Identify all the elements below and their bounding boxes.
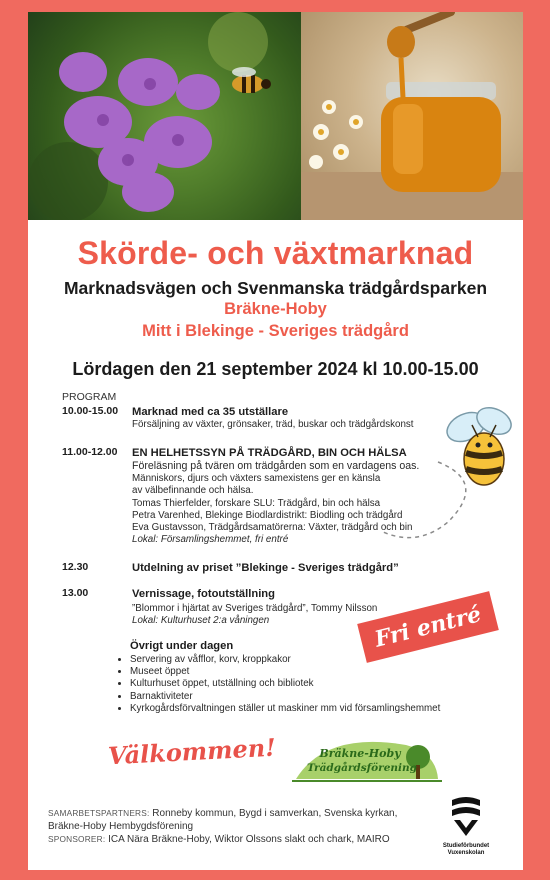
program-line: av välbefinnande och hälsa. (132, 485, 254, 497)
studieforbundet-logo (426, 796, 506, 858)
logo-line1: Bräkne-Hoby (319, 747, 401, 760)
partners-text-2: Bräkne-Hoby Hembygdsförening (48, 821, 194, 832)
logo-line2: Trädgårdsförening (307, 762, 417, 774)
partners-block (48, 807, 428, 846)
program-time: 12.30 (62, 561, 89, 573)
event-date: Lördagen den 21 september 2024 kl 10.00-15.00 (72, 359, 479, 379)
sv-logo-icon (448, 796, 484, 838)
program-time: 10.00-15.00 (62, 405, 119, 417)
program-heading: EN HELHETSSYN PÅ TRÄDGÅRD, BIN OCH HÄLSA (132, 447, 407, 459)
program-heading: Vernissage, fotoutställning (132, 588, 275, 600)
partners-label: SAMARBETSPARTNERS: (48, 808, 150, 818)
program-location: Lokal: Kulturhuset 2:a våningen (132, 615, 270, 627)
list-item: • Kulturhuset öppet, utställning och bibliotek (130, 678, 490, 690)
program-heading: Utdelning av priset ”Blekinge - Sveriges trädgård” (132, 562, 399, 574)
list-item: • Barnaktiviteter (130, 691, 490, 703)
list-item: • Museet öppet (130, 666, 490, 678)
flower-bee-photo (28, 12, 301, 220)
stamp-text: Fri entré (372, 601, 484, 653)
program-time: 11.00-12.00 (62, 446, 118, 458)
sponsors-text: ICA Nära Bräkne-Hoby, Wiktor Olssons slakt och chark, MAIRO (108, 834, 390, 845)
event-title: Skörde- och växtmarknad (77, 235, 474, 271)
other-list (114, 654, 490, 715)
program-time: 13.00 (62, 587, 89, 599)
program-line: ”Blommor i hjärtat av Sveriges trädgård”, Tommy Nilsson (132, 603, 378, 614)
program-line: Tomas Thierfelder, forskare SLU: Trädgård, bin och hälsa (132, 497, 381, 509)
program-line: Försäljning av växter, grönsaker, träd, buskar och trädgårdskonst (132, 419, 414, 430)
program-label: PROGRAM (62, 391, 117, 403)
poster (28, 12, 523, 870)
partners-text: Ronneby kommun, Bygd i samverkan, Svenska kyrkan, (152, 808, 398, 819)
program-line: Människors, djurs och växters samexistens ger en känsla (132, 473, 381, 484)
event-place: Bräkne-Hoby (224, 300, 327, 318)
program-line: Eva Gustavsson, Trädgårdsamatörerna: Växter, trädgård och bin (132, 522, 413, 534)
sv-line1: Studieförbundet (442, 843, 490, 849)
program-heading: Marknad med ca 35 utställare (132, 406, 289, 418)
garden-society-logo (286, 727, 446, 787)
flight-path-decoration (378, 452, 498, 552)
other-heading: Övrigt under dagen (130, 640, 234, 652)
event-tagline: Mitt i Blekinge - Sveriges trädgård (142, 322, 409, 340)
flower-bee-image (28, 12, 301, 220)
list-item: • Kyrkogårdsförvaltningen ställer ut maskiner mm vid församlingshemmet (130, 703, 490, 715)
event-subtitle: Marknadsvägen och Svenmanska trädgårdsparken (63, 278, 488, 298)
welcome-text: Välkommen! (107, 732, 277, 771)
program-line: Föreläsning på tvären om trädgården som en vardagens oas. (132, 460, 420, 472)
honey-jar-photo (301, 12, 523, 220)
list-item: • Servering av våfflor, korv, kroppkakor (130, 654, 490, 666)
sv-line2: Vuxenskolan (447, 850, 485, 856)
header-photos (28, 12, 523, 220)
sponsors-label: SPONSORER: (48, 834, 106, 844)
program-location: Lokal: Församlingshemmet, fri entré (132, 534, 289, 546)
program-line: Petra Varenhed, Blekinge Biodlardistrikt: Biodling och trädgård (132, 509, 403, 521)
honey-jar-image (301, 12, 523, 220)
